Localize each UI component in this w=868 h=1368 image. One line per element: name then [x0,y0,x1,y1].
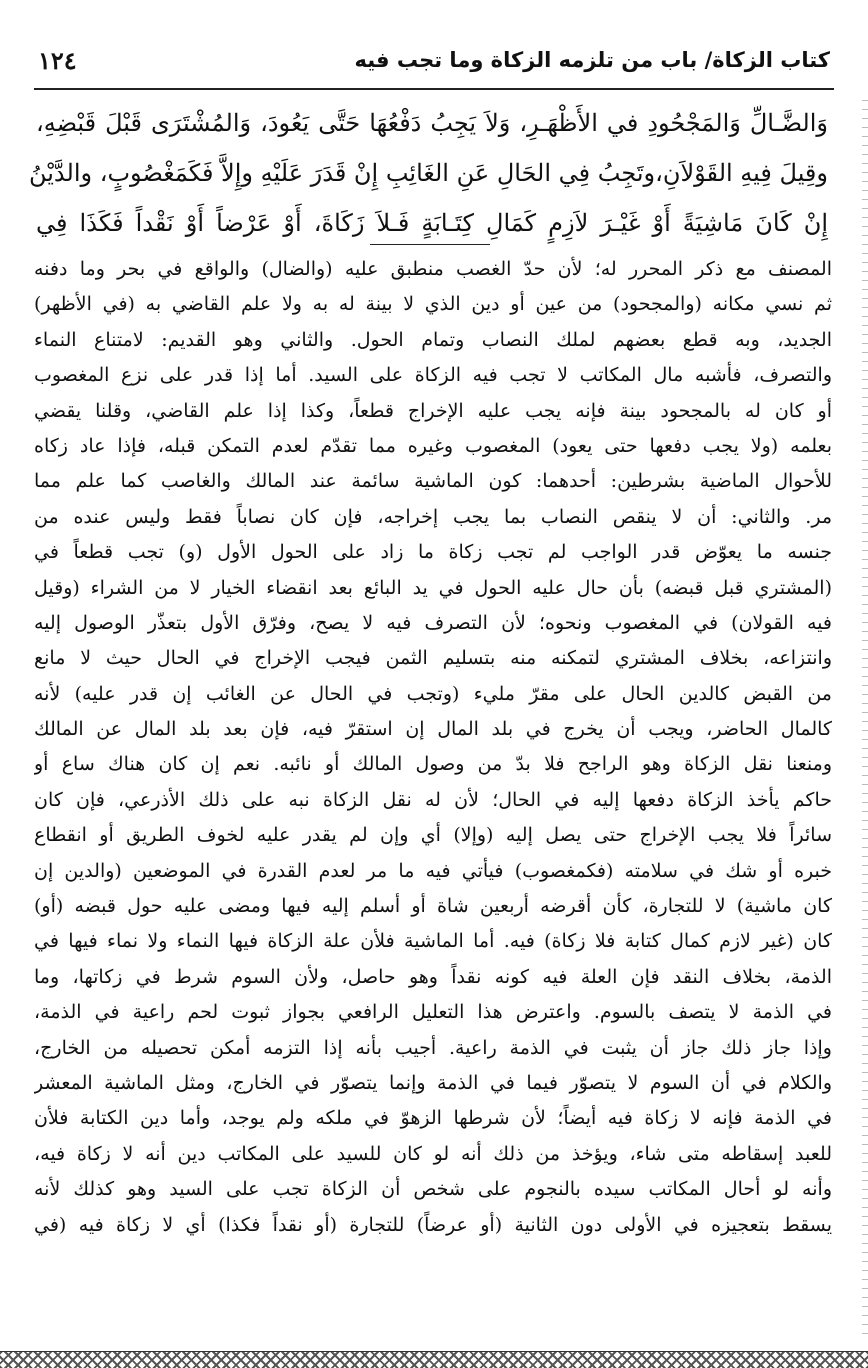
commentary-line: وأنه لو أحال المكاتب سيده بالنجوم على شخص أن الزكاة تجب على السيد وهو كذلك لأنه [34,1178,832,1201]
commentary-line: كالمال الحاضر، ويجب أن يخرج في بلد المال إن استقرّ فيه، فإن بعد بلد المال عن المالك [34,718,832,741]
commentary-line: سائراً فلا يجب الإخراج حتى يصل إليه (وإلا) أي وإن لم يقدر عليه لخوف الطريق أو انقطاع [34,824,832,847]
commentary-line: والتصرف، فأشبه مال المكاتب لا تجب فيه الزكاة على السيد. أما إذا قدر على نزع المغصوب [34,364,832,387]
scan-edge-speckle [862,100,868,1340]
commentary-line: مر. والثاني: أن لا ينقص النصاب بما يجب إخراجه، فإن كان نصاباً فقط وليس عنده من [34,505,832,528]
commentary-line: المصنف مع ذكر المحرر له؛ لأن حدّ الغصب منطبق عليه (والضال) والواقع في بحر وما دفنه [34,258,832,280]
commentary-line: كان (غير لازم كمال كتابة فلا زكاة) فيه. أما الماشية فلأن علة الزكاة فيها النماء ولا نماء فيها في [34,930,832,953]
commentary-line: للأحوال الماضية بشرطين: أحدهما: كون الماشية سائمة عند المالك والغاصب كما علم مما [34,470,832,493]
commentary-line: (المشتري قبل قبضه) بأن حال عليه الحول في يد البائع بعد انقضاء الخيار لا من الشراء (وقيل [34,576,832,599]
commentary-line: فيه القولان) في المغصوب ونحوه؛ لأن التصرف فيه لا يصح، وفرّق الأول بتعذّر الوصول إليه [34,611,832,634]
commentary-line: للعبد إسقاطه متى شاء، ويؤخذ من ذلك أنه لو كان للسيد على المكاتب دين أنه لا زكاة فيه، [34,1142,832,1165]
decorative-footer-border [0,1351,868,1368]
matn-line: وقِيلَ فِيهِ القَوْلاَنِ،وتَجِبُ فِي الحَالِ عَنِ الغَائِبِ إِنْ قَدَرَ عَلَيْهِ وإِلاَّ فَكَمَغْصُوبٍ، والدَّيْنُ [28,159,828,187]
matn-line: وَالضَّـالِّ وَالمَجْحُودِ في الأَظْهَـرِ، وَلاَ يَجِبُ دَفْعُهَا حَتَّى يَعُودَ، وَالمُشْتَرَى قَبْلَ قَبْضِهِ، [36,109,828,137]
commentary-line: والكلام في أن السوم لا يتصوّر فيما في الذمة وإنما يتصوّر في الخارج، ومثل الماشية المعشر [34,1071,832,1094]
commentary-text [34,252,832,1243]
matn-line: إِنْ كَانَ مَاشِيَةً أَوْ غَيْـرَ لاَزِمٍ كَمَالِ كِتَـابَةٍ فَـلاَ زَكَاةَ، أَوْ عَرْضاً أَوْ نَقْداً فَكَذَا فِي [36,209,828,237]
commentary-line: الجديد، وبه قطع بعضهم لملك النصاب وتمام الحول. والثاني وهو القديم: لامتناع النماء [34,328,832,351]
commentary-line: وانتزاعه، بخلاف المشتري لتمكنه منه بتسليم الثمن فيجب الإخراج في الحال حيث لا مانع [34,647,832,670]
header-rule [34,88,834,90]
commentary-line: في الذمة لا يتصف بالسوم. واعترض هذا التعليل الرافعي بجواز ثبوت لحم راعية في الذمة، [34,1001,832,1024]
commentary-line: بعلمه (ولا يجب دفعها حتى يعود) المغصوب وغيره مما تقدّم لعدم التمكن قبله، فإذا عاد زكاه [34,434,832,457]
matn-divider [370,244,490,245]
commentary-line: الذمة، بخلاف النقد فإن العلة فيه كونه نقداً وهو حاصل، ولأن السوم شرط في زكاتها، وما [34,965,832,988]
commentary-line: من القبض كالدين الحال على مقرّ مليء (وتجب في الحال عن الغائب إن قدر عليه) لأنه [34,682,832,705]
matn-text [28,98,828,248]
running-title: كتاب الزكاة/ باب من تلزمه الزكاة وما تجب فيه [354,48,830,72]
page-header [38,40,830,80]
commentary-line: ومنعنا نقل الزكاة وهو الراجح فلا بدّ من وصول المالك أو نائبه. نعم إن كان هناك ساع أو [34,753,832,776]
commentary-line: في الذمة فإنه لا زكاة فيه أيضاً؛ لأن شرطها الزهوّ في ملكه ولم يوجد، وأما دين الكتابة فلأن [34,1107,832,1130]
page-number: ١٢٤ [38,45,77,75]
commentary-line: يسقط بتعجيزه في الأولى دون الثانية (أو عرضاً) للتجارة (أو نقداً فكذا) أي لا زكاة فيه (في [34,1213,832,1236]
commentary-line: خبره أو شك في سلامته (فكمغصوب) فيأتي فيه ما مر لعدم القدرة في الموضعين (والدين إن [34,859,832,882]
commentary-line: ثم نسي مكانه (والمجحود) من عين أو دين الذي لا بينة له به ولا علم القاضي به (في الأظهر) [34,293,832,316]
commentary-line: حاكم يأخذ الزكاة دفعها إليه في الحال؛ لأن له نقل الزكاة نبه على ذلك الأذرعي، فإن كان [34,788,832,811]
commentary-line: كان ماشية) لا للتجارة، كأن أقرضه أربعين شاة أو أسلم إليه فيها ومضى عليه حول قبضه (أو) [34,895,832,918]
commentary-line: أو كان له بالمجحود بينة فإنه يجب عليه الإخراج قطعاً، وكذا إذا علم القاضي، وقلنا يقضي [34,399,832,422]
commentary-line: جنسه ما يعوّض قدر الواجب لم تجب زكاة ما زاد على الحول الأول (و) تجب قطعاً في [34,541,832,564]
commentary-line: وإذا جاز ذلك جاز أن يثبت في الذمة راعية. أجيب بأنه إذا التزمه أمكن تحصيله من الخارج، [34,1036,832,1059]
